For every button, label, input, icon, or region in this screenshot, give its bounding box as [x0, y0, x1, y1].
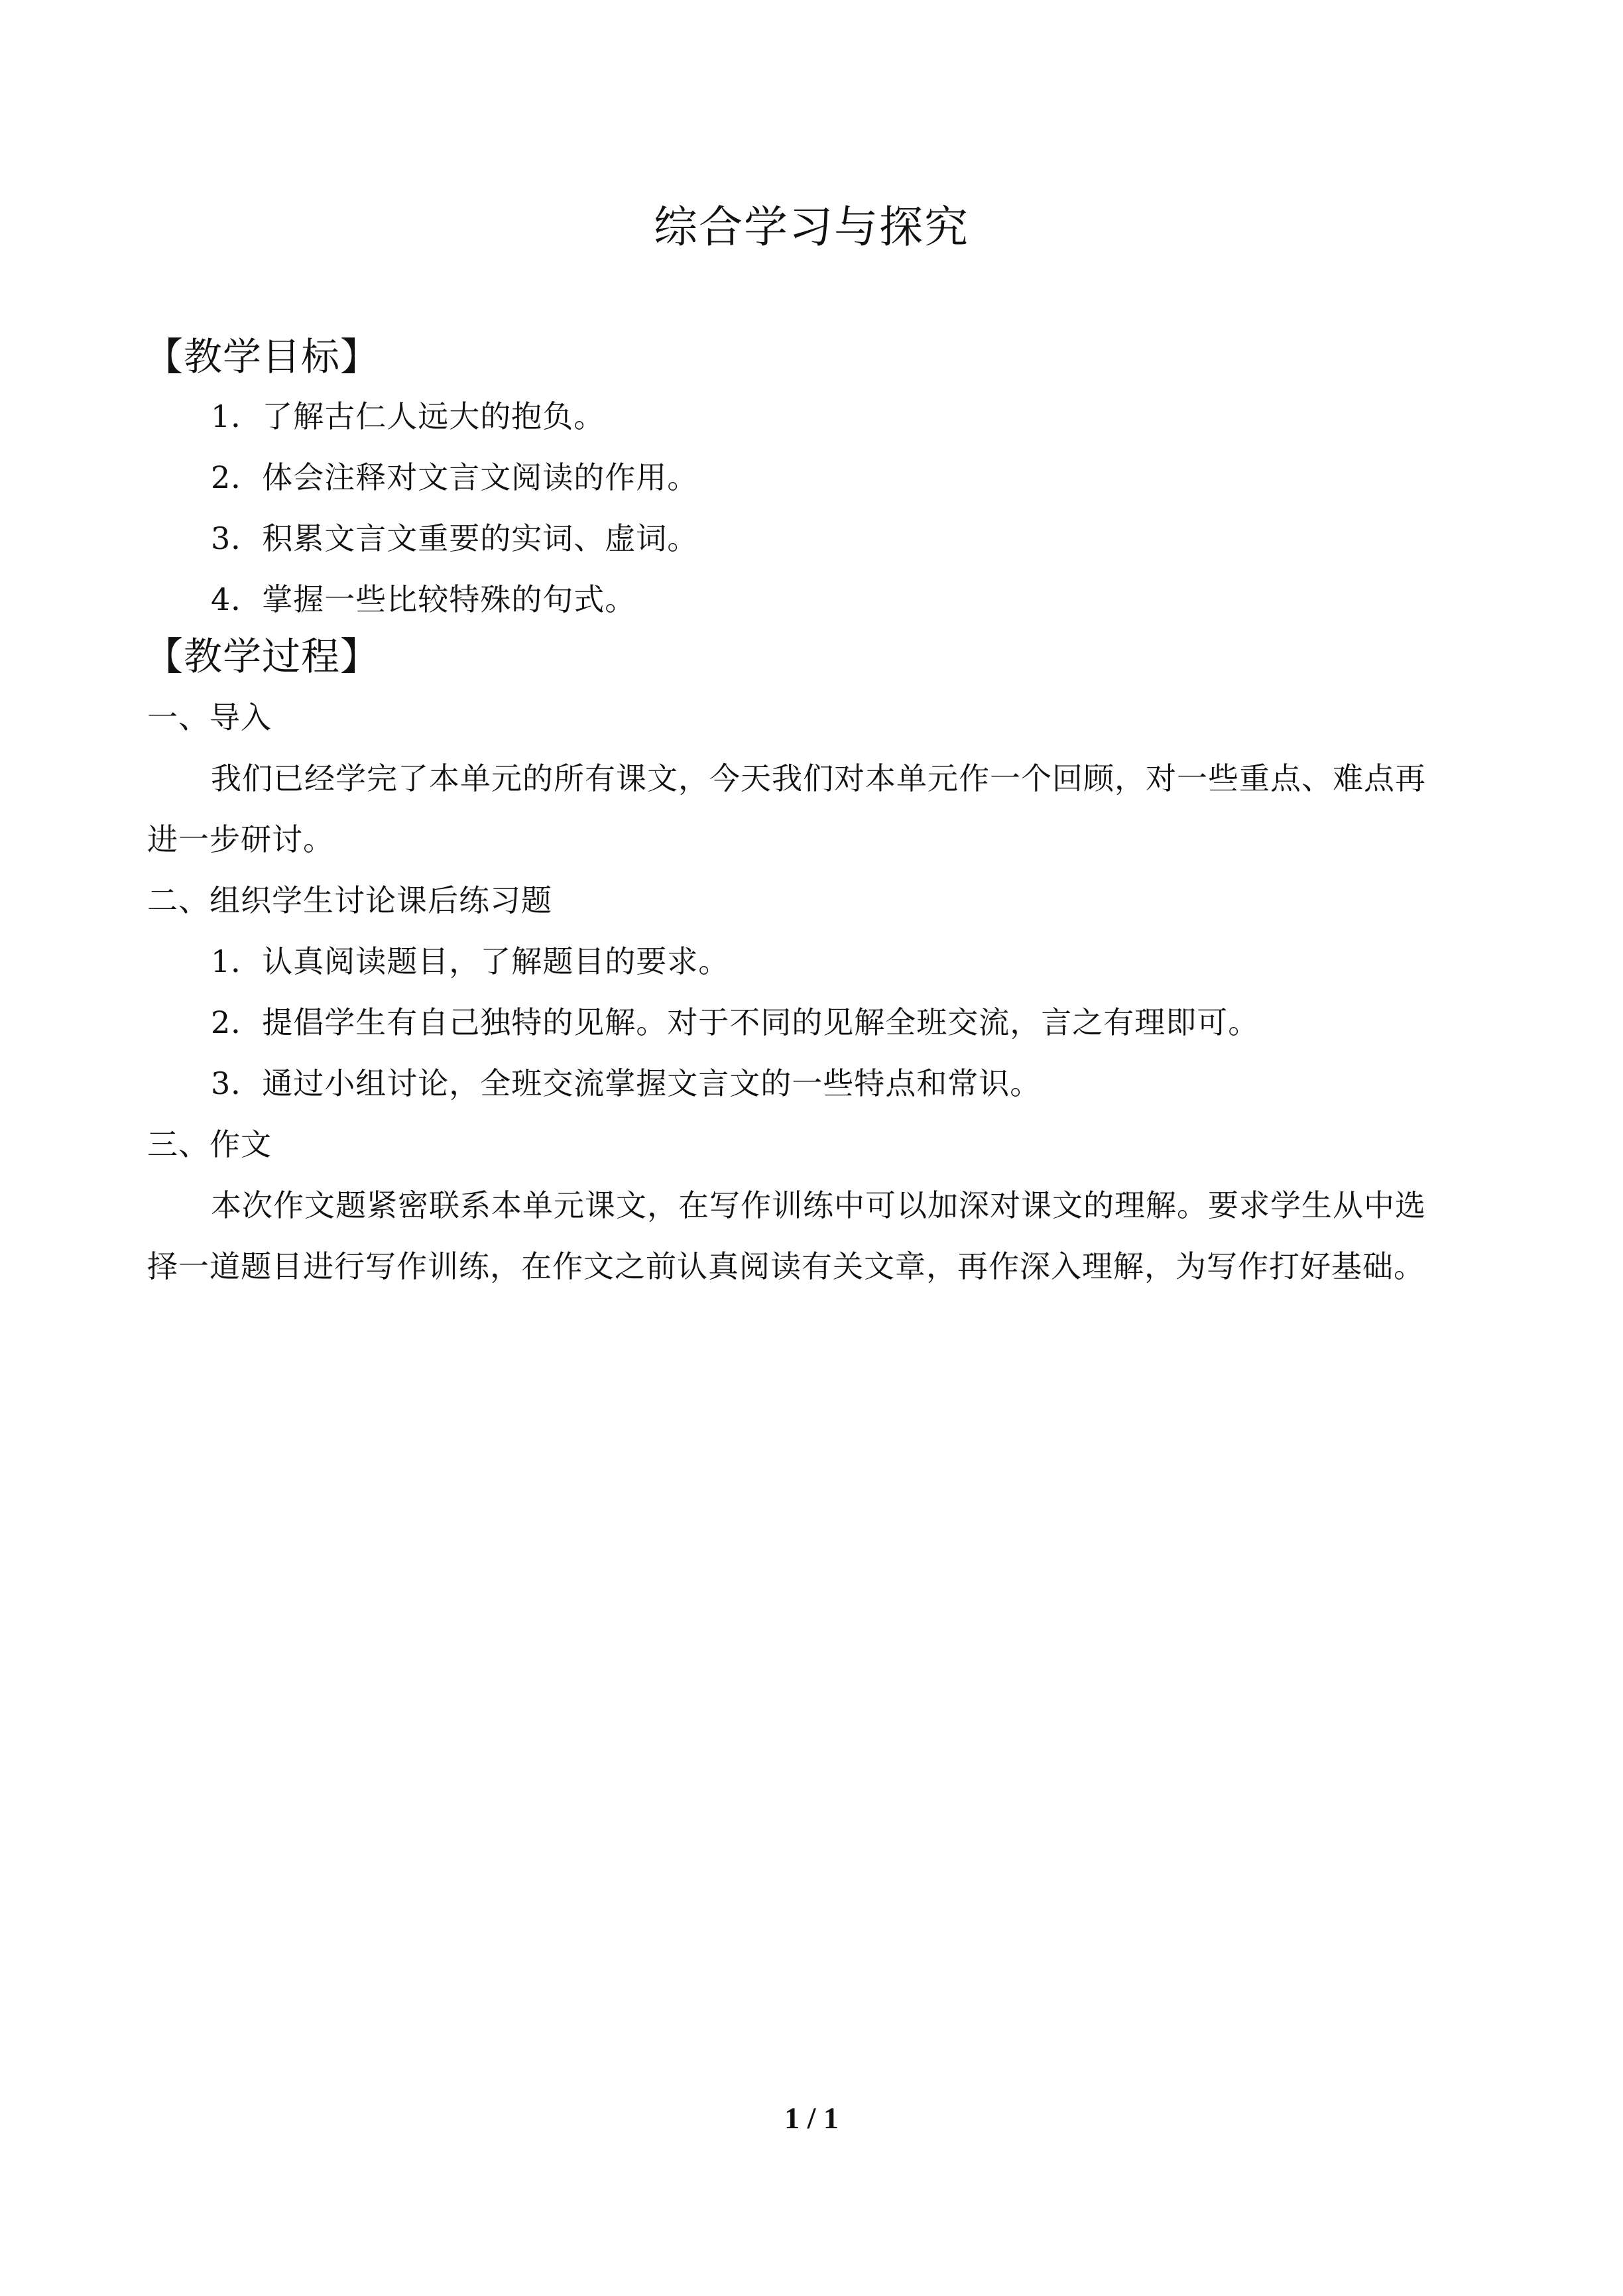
subheading-composition: 三、作文 [147, 1126, 272, 1162]
section-heading-teaching-goals: 【教学目标】 [145, 334, 380, 379]
composition-paragraph-line-2: 择一道题目进行写作训练，在作文之前认真阅读有关文章，再作深入理解，为写作打好基础。 [147, 1248, 1425, 1284]
subheading-discussion: 二、组织学生讨论课后练习题 [147, 882, 552, 918]
discussion-item-2: 2．提倡学生有自己独特的见解。对于不同的见解全班交流，言之有理即可。 [211, 1004, 1260, 1040]
document-title: 综合学习与探究 [654, 202, 969, 253]
introduction-paragraph-line-2: 进一步研讨。 [147, 821, 334, 857]
goal-item-1: 1．了解古仁人远大的抱负。 [211, 398, 605, 434]
introduction-paragraph-line-1: 我们已经学完了本单元的所有课文，今天我们对本单元作一个回顾，对一些重点、难点再 [211, 760, 1426, 796]
composition-paragraph-line-1: 本次作文题紧密联系本单元课文，在写作训练中可以加深对课文的理解。要求学生从中选 [211, 1187, 1426, 1223]
section-heading-teaching-process: 【教学过程】 [145, 634, 380, 679]
discussion-item-1: 1．认真阅读题目，了解题目的要求。 [211, 943, 730, 979]
page-number: 1 / 1 [784, 2101, 839, 2135]
goal-item-2: 2．体会注释对文言文阅读的作用。 [211, 459, 699, 495]
goal-item-4: 4．掌握一些比较特殊的句式。 [211, 581, 636, 617]
discussion-item-3: 3．通过小组讨论，全班交流掌握文言文的一些特点和常识。 [211, 1065, 1042, 1101]
subheading-introduction: 一、导入 [147, 699, 272, 735]
goal-item-3: 3．积累文言文重要的实词、虚词。 [211, 520, 699, 556]
